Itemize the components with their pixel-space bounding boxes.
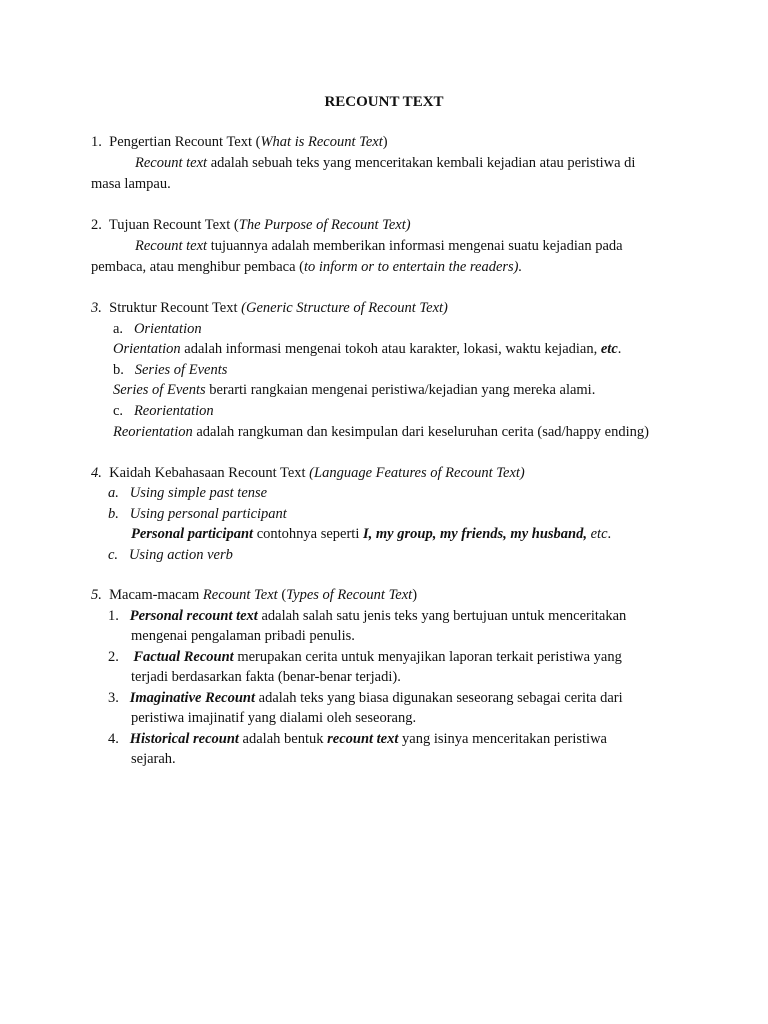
section-4-item-a-text: Using simple past tense (129, 485, 268, 501)
section-4-item-b-marker: b. (108, 506, 119, 522)
section-5-item-1-line2: mengenai pengalaman pribadi penulis. (131, 628, 355, 644)
section-4-item-c-marker: c. (108, 547, 119, 563)
section-3-heading-italic: (Generic Structure of Recount Text) (241, 300, 448, 316)
section-3-number: 3. (91, 300, 102, 316)
section-2-heading-italic: The Purpose of Recount Text) (238, 217, 411, 233)
section-5-heading-italic1: Recount Text (202, 587, 278, 603)
section-5-item-1-number: 1. (108, 608, 119, 624)
section-3-item-b-label: Series of Events (134, 362, 228, 378)
section-5-number: 5. (91, 587, 102, 603)
section-2-heading-text: Tujuan Recount Text ( (108, 217, 239, 233)
section-5-item-2-number: 2. (108, 649, 119, 665)
section-3-heading (91, 298, 448, 318)
section-4-item-b (108, 504, 287, 524)
section-2-paragraph-plain: pembaca, atau menghibur pembaca ( (91, 259, 304, 275)
section-2-paragraph-line1 (135, 236, 623, 256)
section-3-item-b-desc (113, 380, 595, 400)
section-5-item-2-line2: terjadi berdasarkan fakta (benar-benar terjadi). (131, 669, 401, 685)
section-2-paragraph-italic: to inform or to entertain the readers). (303, 259, 523, 275)
section-4-item-a-marker: a. (108, 485, 119, 501)
section-1-paragraph-text: adalah sebuah teks yang menceritakan kembali kejadian atau peristiwa di (207, 155, 636, 171)
section-1-heading-text: Pengertian Recount Text ( (109, 134, 261, 150)
section-3-item-c-label: Reorientation (133, 403, 214, 419)
page-title: RECOUNT TEXT (324, 94, 444, 110)
section-3-heading-text: Struktur Recount Text (109, 300, 242, 316)
section-3-item-a-etc: etc (600, 341, 618, 357)
section-5-item-4 (108, 729, 607, 749)
section-4-heading-italic: (Language Features of Recount Text) (309, 465, 525, 481)
section-5-heading-close: ) (412, 587, 418, 603)
section-3-item-b-text: berarti rangkaian mengenai peristiwa/kejadian yang mereka alami. (205, 382, 596, 398)
section-5-item-4-text: adalah bentuk (238, 731, 328, 747)
section-5-item-4-term: Historical recount (129, 731, 239, 747)
section-5-item-3-term: Imaginative Recount (129, 690, 256, 706)
section-4-item-b-desc (131, 524, 611, 544)
section-5-heading (91, 585, 417, 605)
section-3-item-a-marker: a. (113, 321, 124, 337)
section-3-item-a-desc (113, 339, 621, 359)
section-2-term: Recount text (135, 238, 208, 254)
section-5-item-1-text: adalah salah satu jenis teks yang bertujuan untuk menceritakan (257, 608, 627, 624)
section-2-number: 2. (91, 217, 102, 233)
section-5-heading-mid: ( (277, 587, 287, 603)
section-4-item-c-text: Using action verb (128, 547, 233, 563)
section-2-paragraph-line2 (91, 257, 522, 277)
section-5-item-1-term: Personal recount text (129, 608, 258, 624)
section-5-item-4-text2: yang isinya menceritakan peristiwa (398, 731, 607, 747)
section-1-term: Recount text (135, 155, 208, 171)
section-3-item-c-term: Reorientation (113, 424, 193, 440)
section-4-item-a (108, 483, 267, 503)
section-3-item-b (113, 360, 227, 380)
section-2-paragraph-text: tujuannya adalah memberikan informasi mengenai suatu kejadian pada (207, 238, 623, 254)
section-1-number: 1. (91, 134, 102, 150)
section-4-item-c (108, 545, 233, 565)
section-5-item-3 (108, 688, 623, 708)
section-3-item-b-marker: b. (113, 362, 124, 378)
section-5-item-3-number: 3. (108, 690, 119, 706)
section-4-item-b-term: Personal participant (131, 526, 254, 542)
section-1-heading-close: ) (382, 134, 388, 150)
section-5-heading-text: Macam-macam (109, 587, 203, 603)
section-1-heading (91, 132, 388, 152)
section-5-item-2-term: Factual Recount (133, 649, 234, 665)
section-3-item-a (113, 319, 202, 339)
section-3-item-a-label: Orientation (133, 321, 202, 337)
section-3-item-c-desc (113, 422, 649, 442)
section-3-item-a-term: Orientation (113, 341, 181, 357)
section-4-item-b-examples: I, my group, my friends, my husband, (363, 526, 587, 542)
section-4-item-b-text2: contohnya seperti (253, 526, 363, 542)
section-1-heading-italic: What is Recount Text (260, 134, 383, 150)
section-5-item-4-line2: sejarah. (131, 751, 176, 767)
section-3-item-a-text: adalah informasi mengenai tokoh atau karakter, lokasi, waktu kejadian, (180, 341, 601, 357)
section-5-heading-italic2: Types of Recount Text (286, 587, 413, 603)
section-3-item-c-marker: c. (113, 403, 124, 419)
section-5-item-3-text: adalah teks yang biasa digunakan seseorang sebagai cerita dari (255, 690, 623, 706)
section-3-item-c-text: adalah rangkuman dan kesimpulan dari keseluruhan cerita (sad/happy ending) (192, 424, 649, 440)
section-4-item-b-text: Using personal participant (129, 506, 287, 522)
section-4-heading-text: Kaidah Kebahasaan Recount Text (109, 465, 310, 481)
section-1-paragraph-line2: masa lampau. (91, 176, 171, 192)
section-4-heading (91, 463, 525, 483)
section-5-item-2 (108, 647, 622, 667)
section-5-item-4-number: 4. (108, 731, 119, 747)
section-5-item-2-text: merupakan cerita untuk menyajikan laporan terkait peristiwa yang (233, 649, 622, 665)
section-3-item-c (113, 401, 214, 421)
section-2-heading (91, 215, 411, 235)
section-4-number: 4. (91, 465, 102, 481)
section-1-paragraph-line1 (135, 153, 635, 173)
section-4-item-b-period: . (607, 526, 612, 542)
section-3-item-b-term: Series of Events (113, 382, 206, 398)
section-5-item-4-term2: recount text (327, 731, 399, 747)
section-4-item-b-etc: etc (586, 526, 608, 542)
section-3-item-a-period: . (617, 341, 622, 357)
section-5-item-1 (108, 606, 626, 626)
section-5-item-3-line2: peristiwa imajinatif yang dialami oleh seseorang. (131, 710, 417, 726)
